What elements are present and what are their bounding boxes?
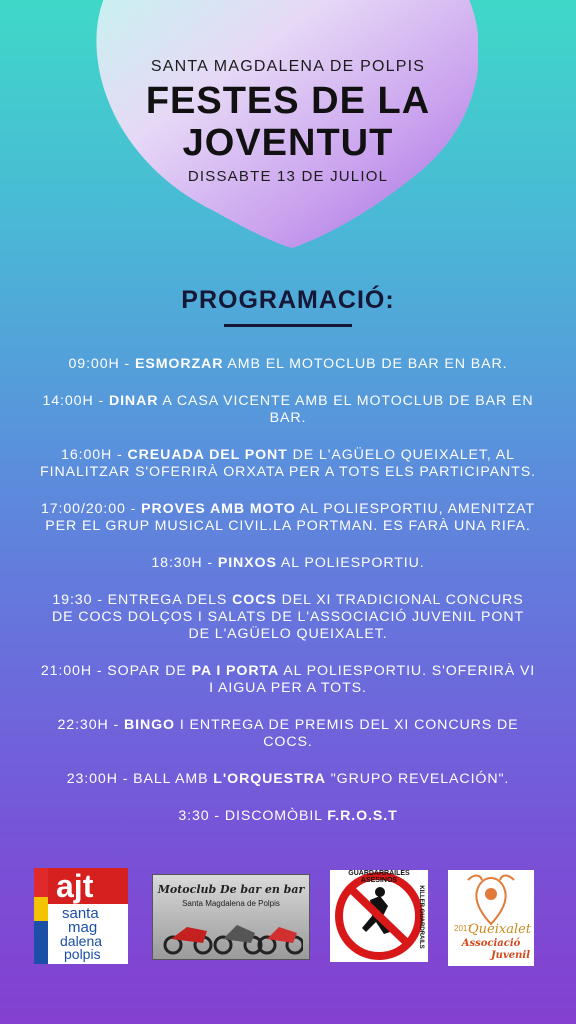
- ajt-text-mag: mag: [68, 919, 98, 936]
- motoclub-logo: [152, 874, 310, 960]
- program-event: [40, 771, 536, 788]
- program-event: [40, 393, 536, 427]
- event-highlight: F.R.O.S.T: [327, 808, 398, 824]
- event-highlight: PA I PORTA: [191, 663, 280, 679]
- event-text: 14:00H -: [42, 393, 109, 409]
- event-text: 22:30H -: [57, 717, 124, 733]
- ajt-logo: [34, 868, 128, 964]
- motoclub-title: Motoclub De bar en bar: [157, 883, 305, 896]
- queixalet-line2: Juvenil: [490, 950, 530, 961]
- ajt-text-polpis: polpis: [64, 946, 101, 962]
- event-text: DE L'AGÜELO QUEIXALET, AL FINALITZAR S'OFERIRÀ ORXATA PER A TOTS ELS PARTICIPANTS.: [40, 447, 536, 480]
- event-date: DISSABTE 13 DE JULIOL: [187, 168, 389, 185]
- program-event: [40, 356, 536, 373]
- program-event: [40, 592, 536, 643]
- program-list: [40, 356, 536, 845]
- event-highlight: ESMORZAR: [134, 356, 224, 372]
- queixalet-name: Queixalet: [468, 922, 532, 937]
- event-highlight: BINGO: [123, 717, 175, 733]
- event-text: "GRUPO REVELACIÓN".: [325, 771, 510, 787]
- program-title-underline: [224, 324, 352, 327]
- event-text: AL POLIESPORTIU. S'OFERIRÀ VI I AIGUA PER A TOTS.: [209, 663, 536, 696]
- event-text: AL POLIESPORTIU.: [276, 555, 425, 571]
- event-highlight: PINXOS: [217, 555, 277, 571]
- ajt-text-dalena: dalena: [60, 933, 103, 949]
- program-event: [40, 447, 536, 481]
- program-event: [40, 501, 536, 535]
- event-text: 3:30 - DISCOMÒBIL: [178, 808, 328, 824]
- ajt-text-santa: santa: [62, 905, 99, 922]
- event-title: FESTES DE LA JOVENTUT: [145, 80, 431, 164]
- program-event: [40, 808, 536, 825]
- queixalet-logo: [448, 870, 534, 966]
- event-text: 21:00H - SOPAR DE: [40, 663, 192, 679]
- ajt-text: ajt: [56, 868, 94, 904]
- guardarrailes-logo: [330, 870, 428, 962]
- event-highlight: L'ORQUESTRA: [213, 771, 326, 787]
- sponsor-logos: [0, 866, 576, 966]
- event-text: AMB EL MOTOCLUB DE BAR EN BAR.: [223, 356, 508, 372]
- event-text: DEL XI TRADICIONAL CONCURS DE COCS DOLÇOS I SALATS DE L'ASSOCIACIÓ JUVENIL PONT DE L'AGÜELO QUEIXALET.: [51, 592, 525, 642]
- event-highlight: COCS: [232, 592, 277, 608]
- guardarrailes-top-text: GUARDARRAILES ASESINOS: [348, 870, 410, 884]
- event-text: 17:00/20:00 -: [40, 501, 142, 517]
- program-event: [40, 717, 536, 751]
- event-text: 16:00H -: [61, 447, 128, 463]
- tree-figure-icon: [448, 870, 534, 926]
- event-text: 09:00H -: [68, 356, 135, 372]
- event-text: I ENTREGA DE PREMIS DEL XI CONCURS DE COCS.: [174, 717, 519, 750]
- event-text: A CASA VICENTE AMB EL MOTOCLUB DE BAR EN BAR.: [158, 393, 534, 426]
- event-text: 23:00H - BALL AMB: [66, 771, 214, 787]
- event-highlight: CREUADA DEL PONT: [127, 447, 288, 463]
- event-text: 19:30 - ENTREGA DELS: [52, 592, 233, 608]
- program-event: [40, 663, 536, 697]
- event-text: 18:30H -: [151, 555, 218, 571]
- event-highlight: PROVES AMB MOTO: [141, 501, 296, 517]
- guardarrailes-side-text: KILLER GUARDRAILS: [418, 885, 424, 949]
- event-highlight: DINAR: [108, 393, 159, 409]
- queixalet-year: 2017: [454, 924, 472, 933]
- motorcycles-image: [159, 915, 303, 955]
- program-event: [40, 555, 536, 572]
- event-text: AL POLIESPORTIU, AMENITZAT PER EL GRUP MUSICAL CIVIL.LA PORTMAN. ES FARÀ UNA RIFA.: [45, 501, 536, 534]
- place-name: SANTA MAGDALENA DE POLPIS: [150, 58, 426, 75]
- program-title: PROGRAMACIÓ:: [181, 286, 395, 314]
- motoclub-subtitle: Santa Magdalena de Polpis: [182, 899, 280, 908]
- queixalet-line1: Associació: [461, 938, 521, 949]
